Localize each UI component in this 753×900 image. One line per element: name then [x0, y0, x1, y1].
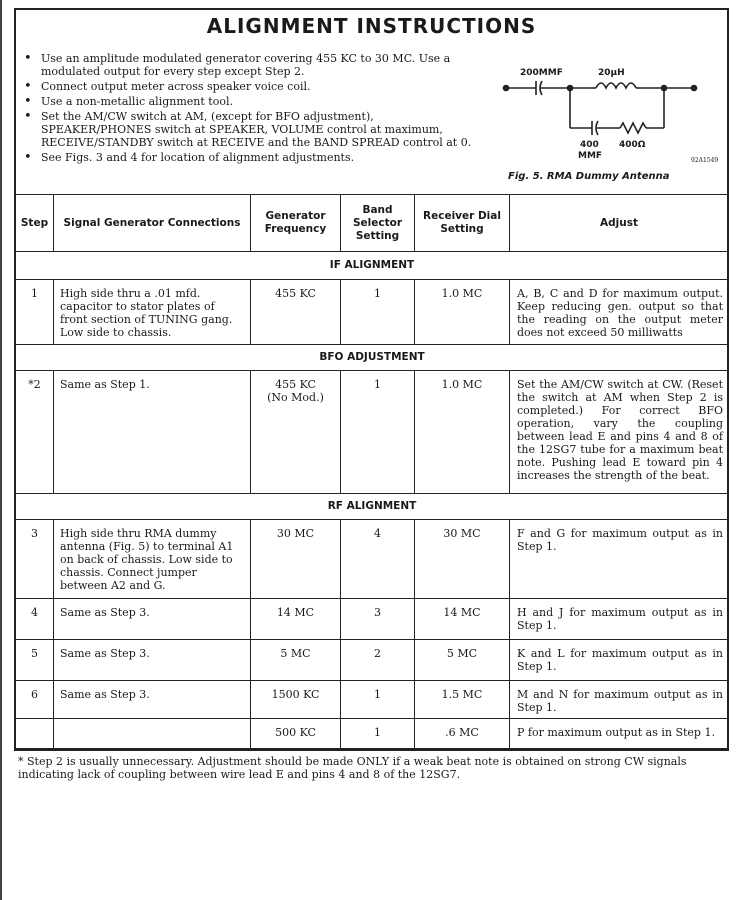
step-cell: *2 — [28, 378, 41, 391]
frequency-cell: 30 MC — [276, 527, 315, 540]
instruction-list — [22, 52, 482, 166]
frequency-cell: 455 KC — [275, 378, 316, 391]
capacitor-mmf-label: MMF — [578, 151, 603, 161]
footnote: * Step 2 is usually unnecessary. Adjustment should be made ONLY if a weak beat note is obtained on strong CW signals indicating lack of coupling between wire lead E and pins 4 and 8 of the 12SG7. — [18, 755, 687, 781]
step-cell: 5 — [31, 647, 38, 660]
instruction-item: • Use an amplitude modulated generator covering 455 KC to 30 MC. Use a modulated output for every step except Step 2. — [22, 52, 482, 78]
section-bfo-adjustment: BFO ADJUSTMENT — [16, 345, 729, 371]
inductor-label: 20μH — [598, 68, 625, 78]
header-connections: Signal Generator Connections — [54, 195, 251, 252]
table-header-row — [16, 195, 729, 252]
capacitor-400-label: 400 — [580, 140, 599, 150]
adjust-cell: Set the AM/CW switch at CW. (Reset the switch at AM when Step 2 is completed.) For correct BFO operation, vary the coupling between lead E and pins 4 and 8 of the 12SG7 tube for a maximum beat note. Pushing lead E toward pin 4 increases the strength of the beat. — [517, 378, 723, 482]
dial-cell: 5 MC — [446, 647, 478, 660]
table-row — [16, 599, 729, 640]
step-cell: 6 — [31, 688, 38, 701]
figure-caption: Fig. 5. RMA Dummy Antenna — [508, 171, 670, 182]
dial-cell: .6 MC — [445, 726, 479, 739]
band-cell: 1 — [374, 726, 381, 739]
dial-cell: 1.0 MC — [441, 378, 483, 391]
adjust-cell: A, B, C and D for maximum output. Keep reducing gen. output so that the reading on the output meter does not exceed 50 milliwatts — [517, 287, 723, 339]
page-edge-line — [0, 0, 2, 900]
connections-cell: Same as Step 1. — [60, 378, 150, 391]
frequency-cell: 1500 KC — [271, 688, 320, 701]
connections-cell: High side thru RMA dummy antenna (Fig. 5) to terminal A1 on back of chassis. Low side to chassis. Connect jumper between A2 and G. — [60, 527, 234, 592]
header-dial: Receiver Dial Setting — [415, 195, 510, 252]
figure-code: 92A1549 — [691, 157, 719, 164]
band-cell: 1 — [374, 688, 381, 701]
instruction-item: • Connect output meter across speaker voice coil. — [22, 80, 482, 93]
table-row — [16, 280, 729, 345]
table-row — [16, 520, 729, 599]
connections-cell: Same as Step 3. — [60, 606, 150, 619]
frequency-cell: 455 KC — [275, 287, 316, 300]
table-row — [16, 640, 729, 681]
frequency-cell: 5 MC — [280, 647, 311, 660]
dial-cell: 1.0 MC — [441, 287, 483, 300]
instruction-item: • Set the AM/CW switch at AM, (except for BFO adjustment), SPEAKER/PHONES switch at SPEAKER, VOLUME control at maximum, RECEIVE/STANDBY switch at RECEIVE and the BAND SPREAD control at 0. — [22, 110, 482, 149]
instruction-item: • Use a non-metallic alignment tool. — [22, 95, 482, 108]
step-cell: 4 — [31, 606, 38, 619]
connections-cell: Same as Step 3. — [60, 688, 150, 701]
band-cell: 4 — [374, 527, 381, 540]
step-cell: 1 — [31, 287, 38, 300]
frequency-cell: 500 KC — [275, 726, 316, 739]
header-band: Band Selector Setting — [341, 195, 415, 252]
page-title: ALIGNMENT INSTRUCTIONS — [206, 14, 537, 38]
connections-cell: Same as Step 3. — [60, 647, 150, 660]
adjust-cell: H and J for maximum output as in Step 1. — [517, 606, 723, 632]
adjust-cell: M and N for maximum output as in Step 1. — [517, 688, 723, 714]
adjust-cell: K and L for maximum output as in Step 1. — [517, 647, 723, 673]
step-cell: 3 — [31, 527, 38, 540]
frequency-note: (No Mod.) — [267, 391, 324, 404]
alignment-table — [15, 194, 729, 749]
adjust-cell: P for maximum output as in Step 1. — [517, 726, 715, 739]
instruction-item: • See Figs. 3 and 4 for location of alignment adjustments. — [22, 151, 482, 164]
header-adjust: Adjust — [510, 195, 729, 252]
dial-cell: 14 MC — [443, 606, 481, 619]
adjust-cell: F and G for maximum output as in Step 1. — [517, 527, 723, 553]
band-cell: 2 — [374, 647, 381, 660]
resistor-label: 400Ω — [619, 140, 646, 150]
table-row — [16, 371, 729, 494]
table-row — [16, 719, 729, 749]
section-rf-alignment: RF ALIGNMENT — [16, 494, 729, 520]
band-cell: 1 — [374, 287, 381, 300]
band-cell: 1 — [374, 378, 381, 391]
section-if-alignment: IF ALIGNMENT — [16, 252, 729, 280]
band-cell: 3 — [374, 606, 381, 619]
dummy-antenna-circuit-diagram — [500, 70, 710, 160]
dial-cell: 1.5 MC — [441, 688, 483, 701]
header-step: Step — [16, 195, 54, 252]
table-row — [16, 681, 729, 719]
capacitor-200mmf-label: 200MMF — [520, 68, 563, 78]
frequency-cell: 14 MC — [276, 606, 315, 619]
header-frequency: Generator Frequency — [251, 195, 341, 252]
dial-cell: 30 MC — [443, 527, 481, 540]
connections-cell: High side thru a .01 mfd. capacitor to stator plates of front section of TUNING gang. Low side to chassis. — [60, 287, 233, 339]
